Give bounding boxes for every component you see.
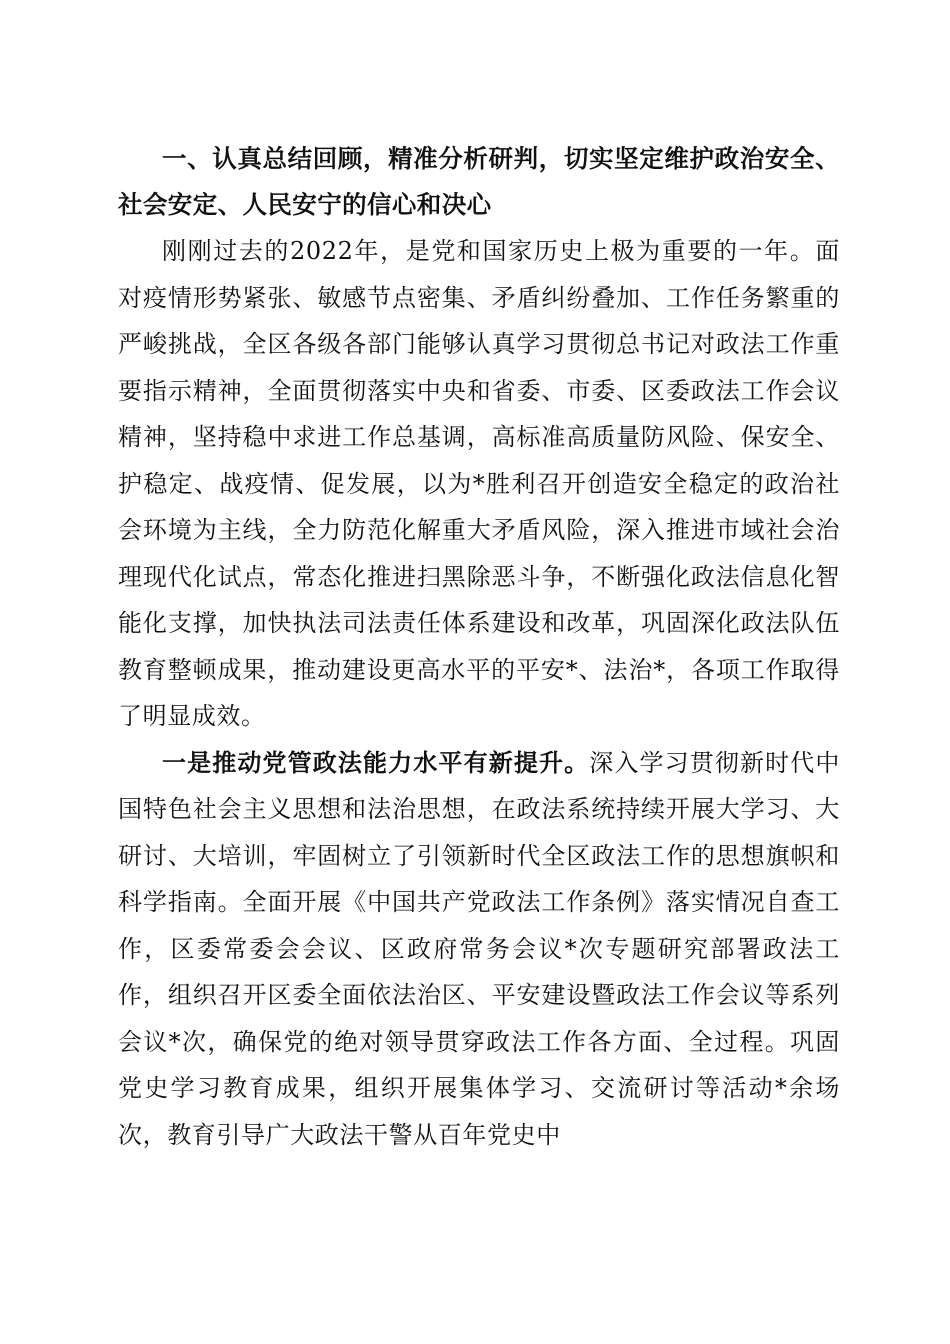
paragraph-overview: 刚刚过去的2022年，是党和国家历史上极为重要的一年。面对疫情形势紧张、敏感节点密集、矛盾纠纷叠加、工作任务繁重的严峻挑战，全区各级各部门能够认真学习贯彻总书记对政法工作重要指示精神，全面贯彻落实中央和省委、市委、区委政法工作会议精神，坚持稳中求进工作总基调，高标准高质量防风险、保安全、护稳定、战疫情、促发展，以为*胜利召开创造安全稳定的政治社会环境为主线，全力防范化解重大矛盾风险，深入推进市域社会治理现代化试点，常态化推进扫黑除恶斗争，不断强化政法信息化智能化支撑，加快执法司法责任体系建设和改革，巩固深化政法队伍教育整顿成果，推动建设更高水平的平安*、法治*，各项工作取得了明显成效。 [118,237,840,730]
document-body [118,136,840,1158]
paragraph-point-one-body: 深入学习贯彻新时代中国特色社会主义思想和法治思想，在政法系统持续开展大学习、大研讨、大培训，牢固树立了引领新时代全区政法工作的思想旗帜和科学指南。全面开展《中国共产党政法工作条例》落实情况自查工作，区委常委会会议、区政府常务会议*次专题研究部署政法工作，组织召开区委全面依法治区、平安建设暨政法工作会议等系列会议*次，确保党的绝对领导贯穿政法工作各方面、全过程。巩固党史学习教育成果，组织开展集体学习、交流研讨等活动*余场次，教育引导广大政法干警从百年党史中 [118,748,841,1149]
section-heading: 一、认真总结回顾，精准分析研判，切实坚定维护政治安全、社会安定、人民安宁的信心和决心 [118,144,840,219]
paragraph-point-one [118,740,840,1159]
paragraph-point-one-lead: 一是推动党管政法能力水平有新提升。 [162,748,590,777]
